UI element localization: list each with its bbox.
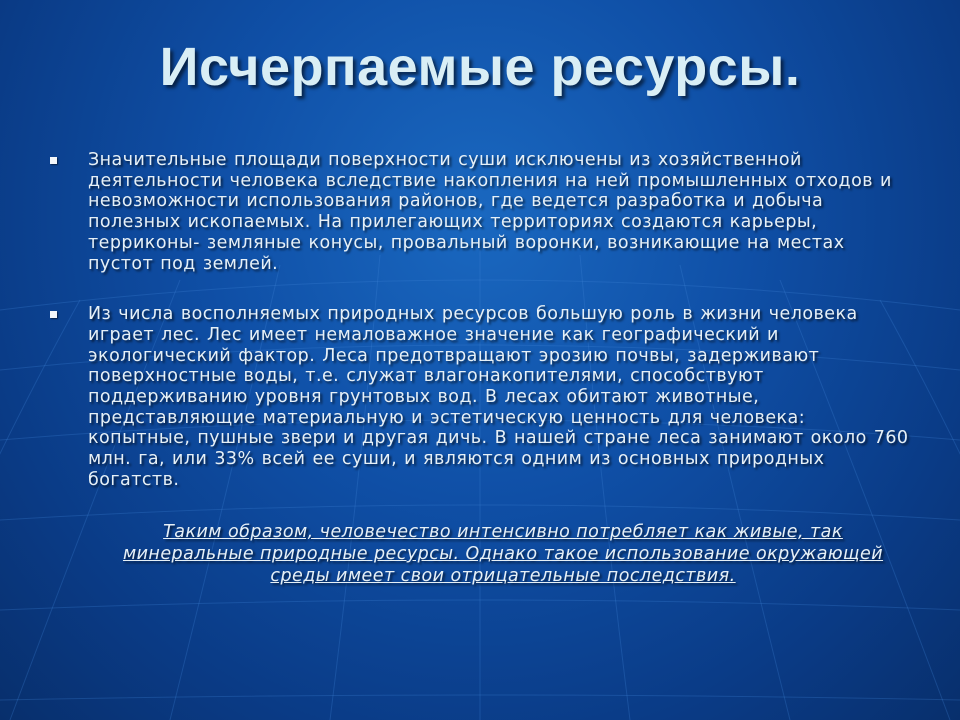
square-bullet-icon <box>50 157 57 164</box>
bullet-text: Значительные площади поверхности суши исключены из хозяйственной деятельности человека вследствие накопления на ней промышленных отходов и невозможности использования районов, где ведется разработка и добыча полезных ископаемых. На прилегающих территориях создаются карьеры, терриконы- земляные конусы, провальный воронки, возникающие на местах пустот под землей. <box>88 150 892 274</box>
bullet-item-forest <box>50 304 910 490</box>
square-bullet-icon <box>50 311 57 318</box>
bullet-text: Из числа восполняемых природных ресурсов большую роль в жизни человека играет лес. Лес имеет немаловажное значение как географический и экологический фактор. Леса предотвращают эрозию почвы, задерживают поверхностные воды, т.е. служат влагонакопителями, способствуют поддерживанию уровня грунтовых вод. В лесах обитают животные, представляющие материальную и эстетическую ценность для человека: копытные, пушные звери и другая дичь. В нашей стране леса занимают около 760 млн. га, или 33% всей ее суши, и являются одним из основных природных богатств. <box>88 304 909 490</box>
bullet-item-land <box>50 150 910 274</box>
slide-title: Исчерпаемые ресурсы. <box>159 37 801 97</box>
conclusion-text: Таким образом, человечество интенсивно потребляет как живые, так минеральные природные ресурсы. Однако такое использование окружающей среды имеет свои отрицательные последствия. <box>122 522 884 586</box>
bullet-list <box>50 150 910 491</box>
